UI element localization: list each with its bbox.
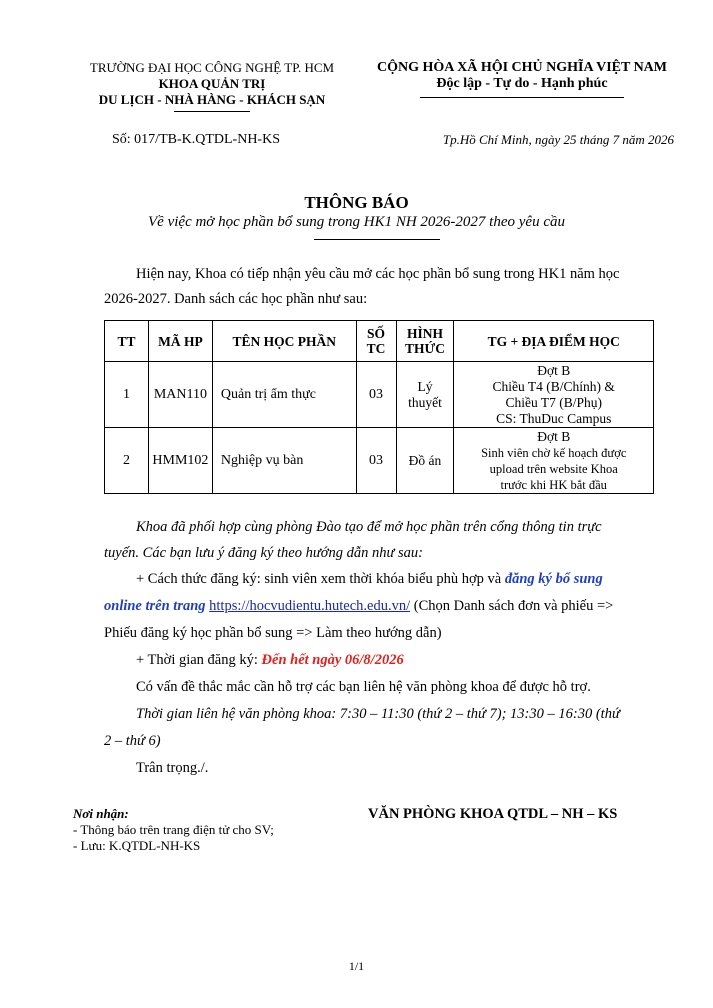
row1-time-line2: Chiều T4 (B/Chính) & — [492, 378, 615, 394]
header-credits — [356, 321, 396, 362]
faculty-name: KHOA QUẢN TRỊ — [158, 76, 266, 91]
header-right-underline — [420, 97, 624, 98]
registration-link[interactable]: https://hocvudientu.hutech.edu.vn/ — [209, 598, 411, 614]
coordination-line-1: Khoa đã phối hợp cùng phòng Đào tạo để mở học phần trên cổng thông tin trực — [136, 519, 602, 535]
university-name: TRƯỜNG ĐẠI HỌC CÔNG NGHỆ TP. HCM — [89, 60, 335, 75]
header-name: TÊN HỌC PHẦN — [212, 321, 356, 362]
office-hours-line-2: 2 – thứ 6) — [104, 733, 161, 749]
row2-credits: 03 — [356, 428, 396, 494]
faculty-subname: DU LỊCH - NHÀ HÀNG - KHÁCH SẠN — [98, 92, 326, 107]
row2-form — [396, 428, 454, 494]
row1-form-line1: Lý — [417, 378, 433, 394]
row1-time-line3: Chiều T7 (B/Phụ) — [505, 394, 602, 410]
closing-line: Trân trọng./. — [136, 760, 209, 776]
contact-line: Có vấn đề thắc mắc cần hỗ trợ các bạn liên hệ văn phòng khoa để được hỗ trợ. — [136, 679, 591, 695]
national-motto: Độc lập - Tự do - Hạnh phúc — [436, 76, 608, 91]
deadline-prefix: + Thời gian đăng ký: — [136, 652, 262, 668]
document-reference: Số: 017/TB-K.QTDL-NH-KS — [112, 132, 280, 147]
subtitle-underline — [314, 239, 440, 240]
office-hours-line-1: Thời gian liên hệ văn phòng khoa: 7:30 – 11:30 (thứ 2 – thứ 7); 13:30 – 16:30 (thứ — [136, 706, 620, 722]
method-line-1 — [136, 571, 603, 588]
row2-tt: 2 — [105, 428, 149, 494]
method-emphasis-1: đăng ký bổ sung — [504, 571, 603, 587]
method-suffix: (Chọn Danh sách đơn và phiếu => — [410, 598, 614, 614]
row2-form-line1: Đồ án — [408, 452, 442, 468]
row2-name: Nghiệp vụ bàn — [212, 428, 356, 494]
deadline-value: Đến hết ngày 06/8/2026 — [261, 652, 404, 668]
row1-name: Quản trị ẩm thực — [212, 362, 356, 428]
header-credits-line2: TC — [366, 341, 386, 356]
institution-header — [62, 60, 362, 108]
document-subtitle: Về việc mở học phần bổ sung trong HK1 NH 2026-2027 theo yêu cầu — [148, 214, 565, 230]
document-title: THÔNG BÁO — [304, 193, 409, 212]
document-date: Tp.Hồ Chí Minh, ngày 25 tháng 7 năm 2026 — [442, 132, 674, 147]
recipients-block — [73, 806, 274, 854]
recipient-item-2: - Lưu: K.QTDL-NH-KS — [73, 838, 201, 853]
header-form-line2: THỨC — [404, 341, 445, 356]
table-row — [105, 362, 654, 428]
method-prefix: + Cách thức đăng ký: sinh viên xem thời khóa biểu phù hợp và — [136, 571, 505, 587]
row1-credits: 03 — [356, 362, 396, 428]
header-code: MÃ HP — [148, 321, 212, 362]
intro-line-2: 2026-2027. Danh sách các học phần như sau: — [104, 291, 368, 307]
header-tt: TT — [105, 321, 149, 362]
table-row — [105, 428, 654, 494]
row2-time-line1: Đợt B — [537, 428, 571, 444]
row2-time-place — [454, 428, 654, 494]
row1-time-place — [454, 362, 654, 428]
table-header-row — [105, 321, 654, 362]
method-line-2 — [104, 598, 613, 615]
method-line-3: Phiếu đăng ký học phần bổ sung => Làm theo hướng dẫn) — [104, 625, 442, 641]
row2-time-line3: upload trên website Khoa — [489, 461, 618, 476]
deadline-line — [136, 652, 404, 669]
row1-form-line2: thuyết — [408, 394, 442, 410]
row1-code: MAN110 — [148, 362, 212, 428]
recipients-label: Nơi nhận: — [73, 806, 129, 821]
header-form — [396, 321, 454, 362]
signature-office: VĂN PHÒNG KHOA QTDL – NH – KS — [368, 806, 618, 822]
intro-line-1: Hiện nay, Khoa có tiếp nhận yêu cầu mở các học phần bổ sung trong HK1 năm học — [136, 266, 620, 282]
header-form-line1: HÌNH — [406, 326, 443, 341]
coordination-line-2: tuyến. Các bạn lưu ý đăng ký theo hướng dẫn như sau: — [104, 545, 423, 561]
row1-form — [396, 362, 454, 428]
recipient-item-1: - Thông báo trên trang điện tử cho SV; — [73, 822, 274, 837]
row1-time-line4: CS: ThuDuc Campus — [496, 410, 612, 426]
course-table — [104, 320, 654, 494]
national-header — [362, 60, 682, 92]
page-number: 1/1 — [348, 959, 365, 973]
header-time-place: TG + ĐỊA ĐIỂM HỌC — [454, 321, 654, 362]
row2-time-line4: trước khi HK bắt đầu — [500, 477, 607, 492]
header-credits-line1: SỐ — [367, 326, 386, 341]
row1-time-line1: Đợt B — [537, 362, 571, 378]
nation-name: CỘNG HÒA XÃ HỘI CHỦ NGHĨA VIỆT NAM — [376, 60, 667, 75]
method-emphasis-2: online trên trang — [104, 598, 206, 614]
row2-time-line2: Sinh viên chờ kế hoạch được — [481, 445, 627, 460]
header-left-underline — [174, 111, 250, 112]
row2-code: HMM102 — [148, 428, 212, 494]
row1-tt: 1 — [105, 362, 149, 428]
